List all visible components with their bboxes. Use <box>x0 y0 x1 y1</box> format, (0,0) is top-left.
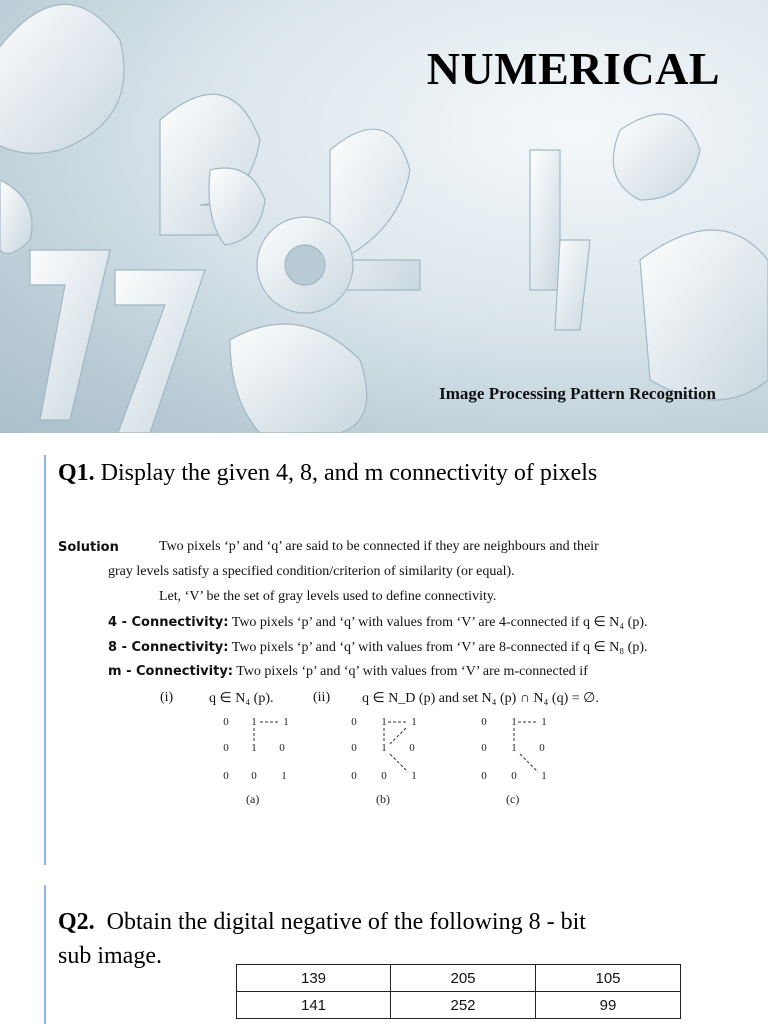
grid-b-cell: 1 <box>381 742 387 754</box>
grid-c-cell: 1 <box>541 770 547 782</box>
grid-a-caption: (a) <box>246 792 260 806</box>
table-row <box>237 992 681 1019</box>
grid-c-cell: 0 <box>539 742 545 754</box>
connectivity-m-label: m - Connectivity: <box>108 664 233 679</box>
grid-a-cell: 0 <box>251 770 257 782</box>
grid-b-edge-diagonal-bottom <box>390 754 408 772</box>
grid-b-cell: 1 <box>411 770 417 782</box>
grid-c-cell: 1 <box>511 716 517 728</box>
connectivity-8-text: Two pixels ‘p’ and ‘q’ with values from ‘V’ are 8-connected if q ∈ N₈ (p). <box>231 640 648 655</box>
condition-i-label: (i) <box>160 690 174 705</box>
grid-b-cell: 0 <box>351 770 357 782</box>
grid-b-connections <box>346 714 466 814</box>
grid-a-cell: 1 <box>251 716 257 728</box>
grid-a-cell: 0 <box>223 770 229 782</box>
table-cell: 252 <box>391 992 536 1019</box>
pixel-grid-c <box>476 714 596 814</box>
grid-c-cell: 0 <box>481 770 487 782</box>
grid-a-cell: 1 <box>281 770 287 782</box>
grid-b-cell: 1 <box>381 716 387 728</box>
grid-c-cell: 0 <box>481 742 487 754</box>
grid-c-cell: 1 <box>541 716 547 728</box>
connectivity-8 <box>108 639 647 656</box>
grid-a-cell: 1 <box>283 716 289 728</box>
connectivity-4-text: Two pixels ‘p’ and ‘q’ with values from ‘V’ are 4-connected if q ∈ N₄ (p). <box>231 615 648 630</box>
solution-line-2: gray levels satisfy a specified condition/criterion of similarity (or equal). <box>108 564 515 579</box>
condition-i: q ∈ N₄ (p). <box>209 691 274 706</box>
grid-c-caption: (c) <box>506 792 520 806</box>
table-cell: 105 <box>536 965 681 992</box>
condition-ii: q ∈ N_D (p) and set N₄ (p) ∩ N₄ (q) = ∅. <box>362 691 599 706</box>
q1-text: Display the given 4, 8, and m connectivity of pixels <box>100 460 598 486</box>
header-banner <box>0 0 768 433</box>
banner-subtitle: Image Processing Pattern Recognition <box>439 384 716 403</box>
pixel-grid-b <box>346 714 466 814</box>
table-row <box>237 965 681 992</box>
table-cell: 141 <box>237 992 391 1019</box>
grid-b-cell: 0 <box>409 742 415 754</box>
condition-ii-label: (ii) <box>313 690 331 705</box>
grid-c-cell: 0 <box>481 716 487 728</box>
q2-text-line2: sub image. <box>58 943 162 969</box>
grid-a-cell: 0 <box>223 742 229 754</box>
table-cell: 99 <box>536 992 681 1019</box>
grid-a-cell: 0 <box>279 742 285 754</box>
grid-c-cell: 0 <box>511 770 517 782</box>
solution-label: Solution <box>58 540 119 555</box>
connectivity-m <box>108 664 588 680</box>
grid-b-edge-diagonal-top <box>390 728 406 744</box>
q2-question <box>58 905 586 973</box>
q1-accent-bar <box>44 455 46 865</box>
solution-line-1: Two pixels ‘p’ and ‘q’ are said to be connected if they are neighbours and their <box>159 539 599 554</box>
grid-b-caption: (b) <box>376 792 390 806</box>
q2-text-line1: Obtain the digital negative of the following 8 - bit <box>106 909 586 935</box>
grid-c-cell: 1 <box>511 742 517 754</box>
q1-question <box>58 460 597 487</box>
table-cell: 205 <box>391 965 536 992</box>
grid-a-cell: 1 <box>251 742 257 754</box>
banner-title: NUMERICAL <box>426 43 720 94</box>
q2-number: Q2. <box>58 909 95 935</box>
grid-b-cell: 0 <box>351 716 357 728</box>
grid-a-connections <box>218 714 338 814</box>
grid-b-cell: 0 <box>351 742 357 754</box>
grid-c-connections <box>476 714 596 814</box>
grid-b-cell: 1 <box>411 716 417 728</box>
connectivity-8-label: 8 - Connectivity: <box>108 640 229 655</box>
table-cell: 139 <box>237 965 391 992</box>
q2-accent-bar <box>44 885 46 1024</box>
pixel-grid-a <box>218 714 338 814</box>
grid-c-edge-diagonal <box>520 754 538 772</box>
sub-image-table <box>236 964 681 1019</box>
connectivity-4-label: 4 - Connectivity: <box>108 615 229 630</box>
grid-a-cell: 0 <box>223 716 229 728</box>
connectivity-m-text: Two pixels ‘p’ and ‘q’ with values from ‘V’ are m-connected if <box>236 664 588 679</box>
solution-line-3: Let, ‘V’ be the set of gray levels used to define connectivity. <box>159 589 497 604</box>
grid-b-cell: 0 <box>381 770 387 782</box>
connectivity-4 <box>108 614 647 631</box>
q1-number: Q1. <box>58 460 95 486</box>
